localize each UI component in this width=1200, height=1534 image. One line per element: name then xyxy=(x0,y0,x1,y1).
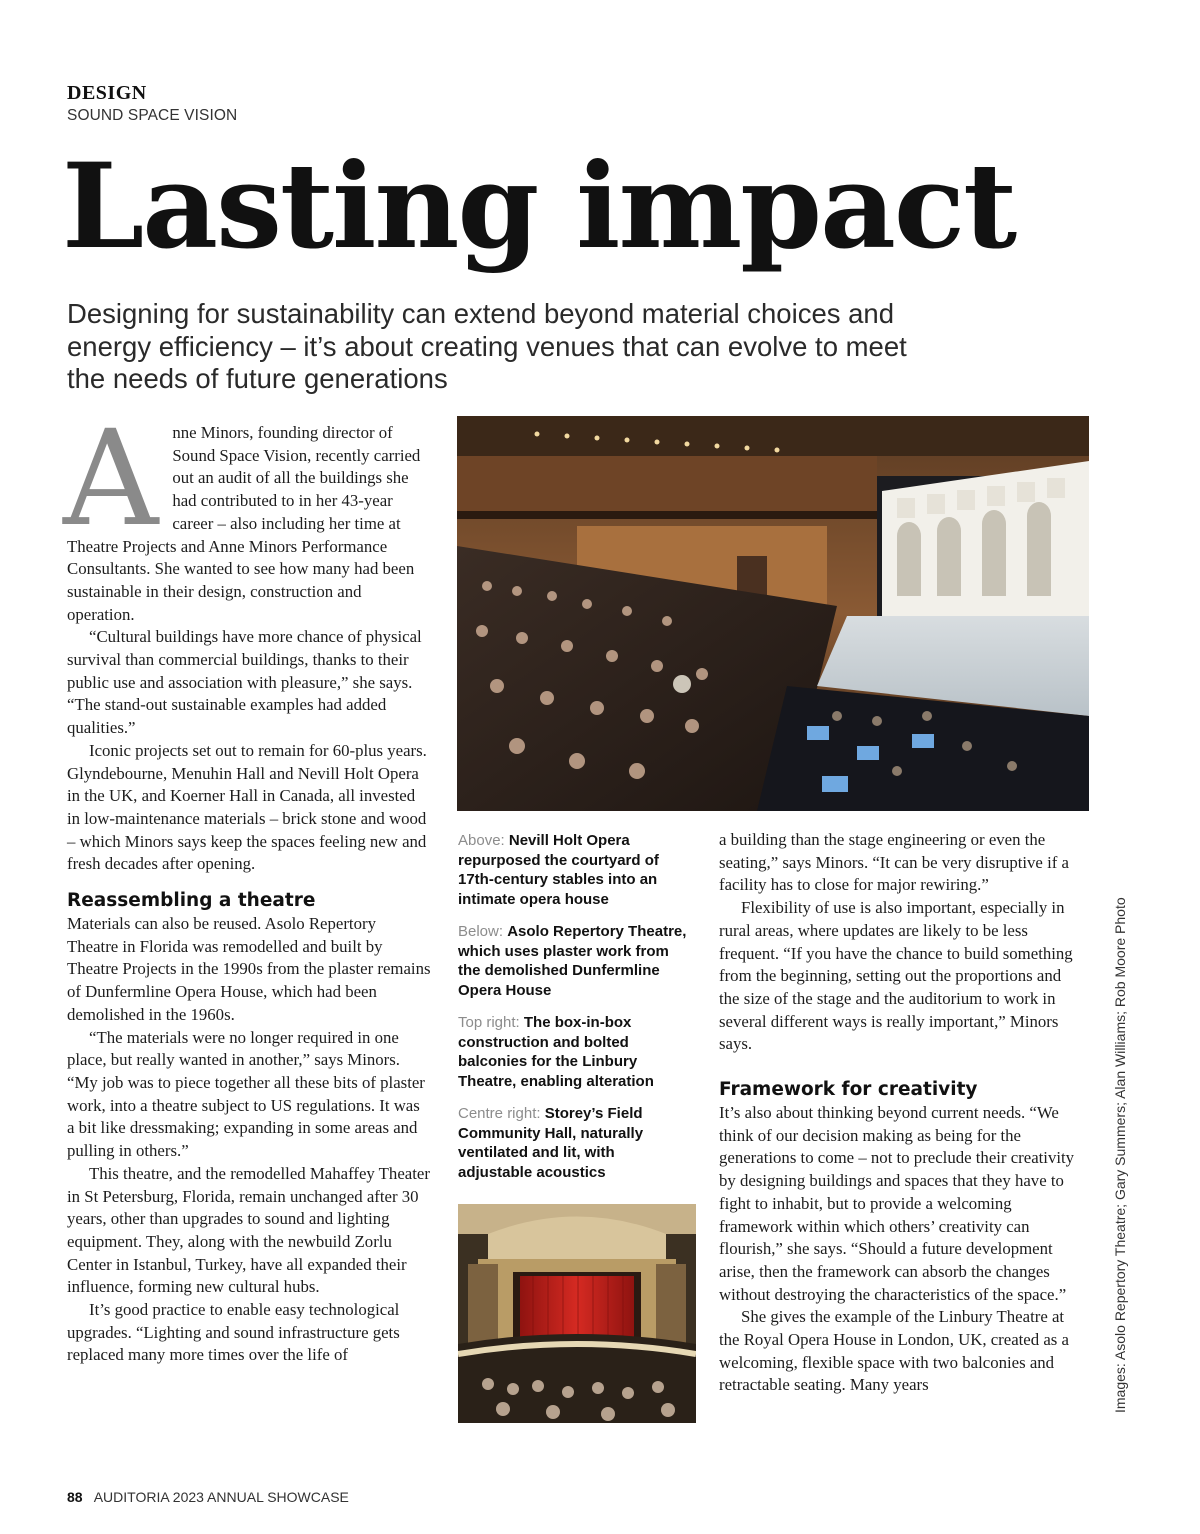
publication-name: AUDITORIA 2023 ANNUAL SHOWCASE xyxy=(93,1489,349,1505)
paragraph: nne Minors, founding director of Sound Space Vision, recently carried out an audit of all the buildings she had contributed to in her 43-year career – also including her time at Theatre Projects and Anne Minors Performance Consultants. She wanted to see how many had been sustainable in their design, construction and operation. xyxy=(67,423,421,624)
paragraph: “The materials were no longer required in one place, but really wanted in another,” says Minors. “My job was to piece together all these bits of plaster work, into a theatre subject to US regulations. It was a bit like dressmaking; expanding in some areas and pulling in others.” xyxy=(67,1027,425,1161)
article-column-1 xyxy=(63,402,431,1367)
caption-below xyxy=(458,922,690,1000)
caption-text: Storey’s Field Community Hall, naturally ventilated and lit, with adjustable acoustics xyxy=(458,1105,644,1181)
photo-captions xyxy=(458,831,690,1195)
caption-label: Above: xyxy=(458,832,505,849)
article-column-3 xyxy=(719,829,1085,1397)
photo-nevill-holt-opera xyxy=(457,416,1089,811)
subhead-framework: Framework for creativity xyxy=(719,1079,978,1101)
paragraph: “Cultural buildings have more chance of physical survival than commercial buildings, thanks to their public use and association with pleasure,” she says. “The stand-out sustainable examples had added qualities.” xyxy=(67,627,422,738)
headline: Lasting impact xyxy=(62,137,1016,275)
caption-top-right xyxy=(458,1013,690,1091)
paragraph: She gives the example of the Linbury Theatre at the Royal Opera House in London, UK, created as a welcoming, flexible space with two balconies and retractable seating. Many years xyxy=(719,1307,1069,1395)
caption-text: Nevill Holt Opera repurposed the courtyard of 17th-century stables into an intimate opera house xyxy=(458,832,659,908)
paragraph: It’s good practice to enable easy technological upgrades. “Lighting and sound infrastructure gets replaced many more times over the life of xyxy=(67,1300,400,1365)
photo-asolo-repertory-theatre xyxy=(458,1204,696,1423)
paragraph: Materials can also be reused. Asolo Repertory Theatre in Florida was remodelled and built by Theatre Projects in the 1990s from the plaster remains of Dunfermline Opera House, which had been demolished in the 1960s. xyxy=(67,914,431,1024)
theatre-photo-illustration xyxy=(457,416,1089,811)
caption-label: Top right: xyxy=(458,1014,520,1031)
paragraph: It’s also about thinking beyond current needs. “We think of our decision making as being for the generations to come – not to preclude their creativity by designing buildings and spaces that they have to fight to inhabit, but to provide a welcoming framework within which others’ creativity can flourish,” she says. “Should a future development arise, then the framework can absorb the changes without destroying the characteristics of the space.” xyxy=(719,1103,1075,1304)
section-label: DESIGN xyxy=(67,82,147,104)
page-footer xyxy=(67,1489,349,1505)
page-number: 88 xyxy=(67,1489,83,1505)
caption-label: Centre right: xyxy=(458,1105,541,1122)
caption-above xyxy=(458,831,690,909)
drop-cap: A xyxy=(63,402,159,556)
image-credit: Images: Asolo Repertory Theatre; Gary Summers; Alan Williams; Rob Moore Photo xyxy=(1112,897,1128,1413)
caption-text: Asolo Repertory Theatre, which uses plaster work from the demolished Dunfermline Opera House xyxy=(458,923,687,999)
paragraph: This theatre, and the remodelled Mahaffey Theater in St Petersburg, Florida, remain unchanged after 30 years, other than upgrades to sound and lighting equipment. They, along with the newbuild Zorlu Center in Istanbul, Turkey, have all expanded their influence, forming new cultural hubs. xyxy=(67,1163,430,1297)
paragraph: Flexibility of use is also important, especially in rural areas, where updates are likely to be less frequent. “If you have the chance to build something from the beginning, setting out the proportions and the size of the stage and the auditorium to work in several different ways is really important,” Minors says. xyxy=(719,898,1073,1054)
caption-label: Below: xyxy=(458,923,504,940)
paragraph: a building than the stage engineering or even the seating,” says Minors. “It can be very disruptive if a facility has to close for major rewiring.” xyxy=(719,830,1069,895)
caption-centre-right xyxy=(458,1104,690,1182)
caption-text: The box-in-box construction and bolted balconies for the Linbury Theatre, enabling alteration xyxy=(458,1014,654,1090)
subsection-label: SOUND SPACE VISION xyxy=(67,107,238,124)
subhead-reassembling: Reassembling a theatre xyxy=(67,890,316,912)
paragraph: Iconic projects set out to remain for 60-plus years. Glyndebourne, Menuhin Hall and Nevill Holt Opera in the UK, and Koerner Hall in Canada, all invested in low-maintenance materials – brick stone and wood – which Minors says keep the spaces feeling new and fresh decades after opening. xyxy=(67,740,427,874)
standfirst: Designing for sustainability can extend beyond material choices and energy efficiency – it’s about creating venues that can evolve to meet the needs of future generations xyxy=(67,298,907,394)
proscenium-photo-illustration xyxy=(458,1204,696,1423)
